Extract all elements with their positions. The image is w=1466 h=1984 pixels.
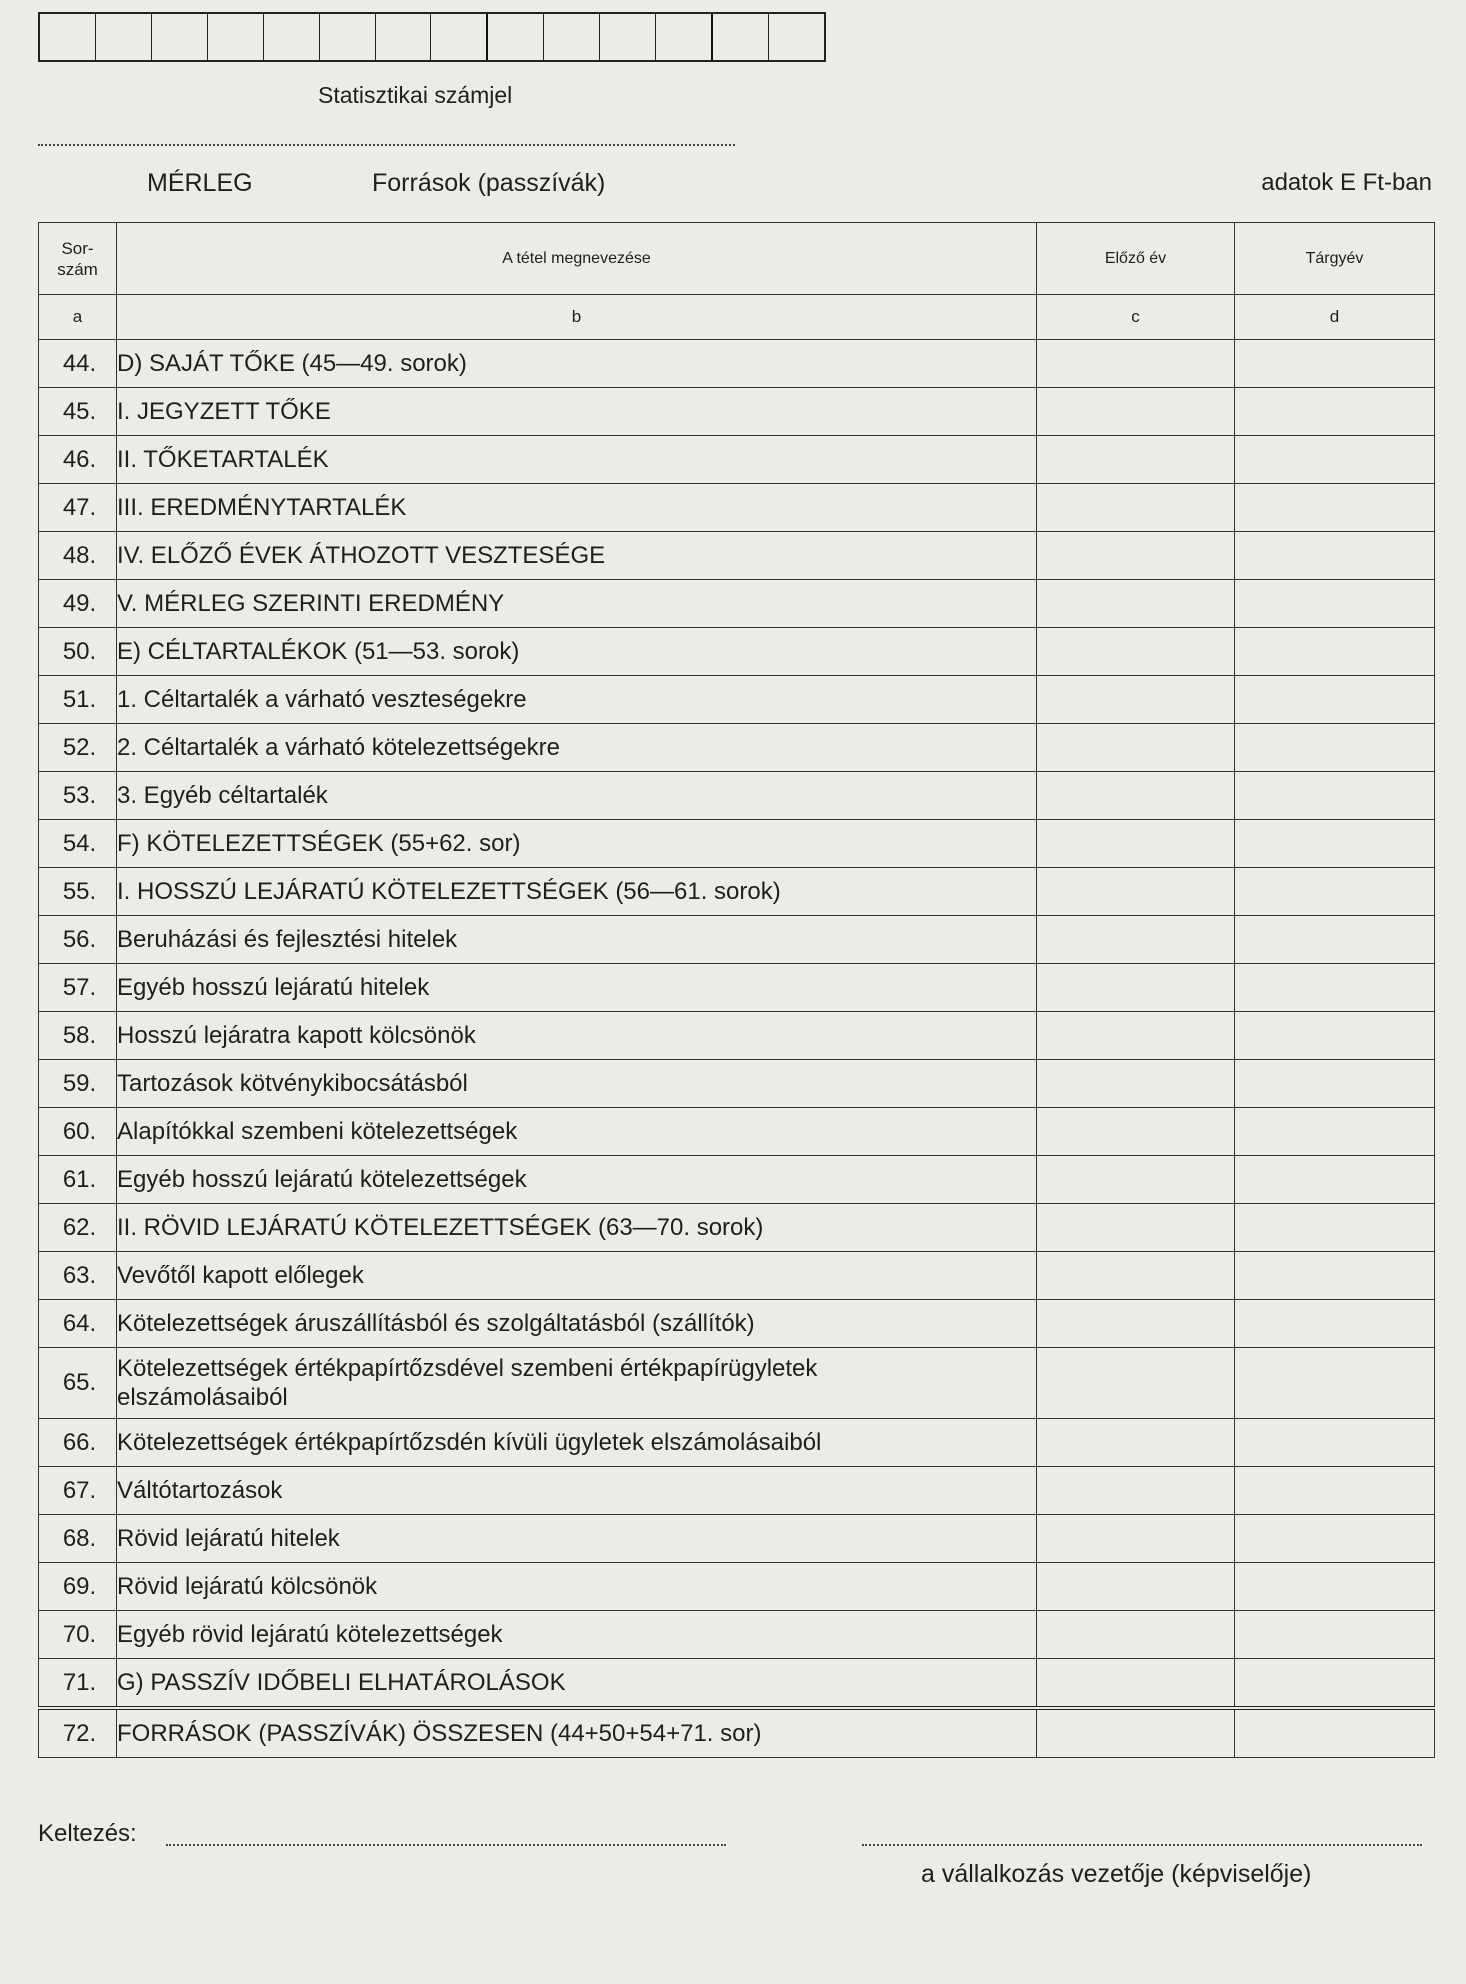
previous-year-cell[interactable] xyxy=(1037,1419,1235,1467)
row-item-name xyxy=(117,1252,1037,1300)
previous-year-cell[interactable] xyxy=(1037,1515,1235,1563)
stat-digit-box[interactable] xyxy=(152,14,208,60)
row-number: 59. xyxy=(39,1060,117,1108)
current-year-cell[interactable] xyxy=(1235,676,1435,724)
row-number: 44. xyxy=(39,340,117,388)
previous-year-cell[interactable] xyxy=(1037,820,1235,868)
previous-year-cell[interactable] xyxy=(1037,1467,1235,1515)
row-item-name xyxy=(117,388,1037,436)
row-item-name xyxy=(117,868,1037,916)
stat-digit-box[interactable] xyxy=(713,14,769,60)
row-item-name xyxy=(117,676,1037,724)
stat-digit-box[interactable] xyxy=(431,14,488,60)
row-number: 54. xyxy=(39,820,117,868)
date-line[interactable] xyxy=(166,1844,726,1846)
table-row xyxy=(39,1659,1435,1709)
table-row xyxy=(39,1108,1435,1156)
table-row xyxy=(39,340,1435,388)
stat-digit-box[interactable] xyxy=(264,14,320,60)
current-year-cell[interactable] xyxy=(1235,484,1435,532)
previous-year-cell[interactable] xyxy=(1037,772,1235,820)
current-year-cell[interactable] xyxy=(1235,964,1435,1012)
current-year-cell[interactable] xyxy=(1235,916,1435,964)
current-year-cell[interactable] xyxy=(1235,772,1435,820)
table-row xyxy=(39,772,1435,820)
stat-digit-box[interactable] xyxy=(769,14,824,60)
form-subtitle: Források (passzívák) xyxy=(372,169,606,197)
row-number: 50. xyxy=(39,628,117,676)
table-total-row xyxy=(39,1708,1435,1758)
table-row xyxy=(39,1252,1435,1300)
row-item-name xyxy=(117,340,1037,388)
column-letter-a: a xyxy=(39,295,117,340)
stat-digit-box[interactable] xyxy=(488,14,544,60)
row-item-name xyxy=(117,1300,1037,1348)
row-item-name-text: V. MÉRLEG SZERINTI EREDMÉNY xyxy=(117,590,505,617)
table-row xyxy=(39,1611,1435,1659)
row-item-name xyxy=(117,820,1037,868)
row-item-name-text: Kötelezettségek értékpapírtőzsdén kívüli ügyletek elszámolásaiból xyxy=(117,1429,822,1456)
stat-digit-box[interactable] xyxy=(320,14,376,60)
current-year-cell[interactable] xyxy=(1235,532,1435,580)
row-item-name xyxy=(117,580,1037,628)
previous-year-cell[interactable] xyxy=(1037,532,1235,580)
column-letter-b: b xyxy=(117,295,1037,340)
row-item-name xyxy=(117,532,1037,580)
row-item-name xyxy=(117,1419,1037,1467)
current-year-cell[interactable] xyxy=(1235,820,1435,868)
row-item-name-text: Egyéb hosszú lejáratú kötelezettségek xyxy=(117,1166,527,1193)
current-year-cell[interactable] xyxy=(1235,1300,1435,1348)
row-item-name xyxy=(117,1611,1037,1659)
row-number: 62. xyxy=(39,1204,117,1252)
previous-year-cell[interactable] xyxy=(1037,1563,1235,1611)
row-item-name xyxy=(117,1060,1037,1108)
current-year-cell[interactable] xyxy=(1235,1348,1435,1419)
row-number: 56. xyxy=(39,916,117,964)
row-item-name-text: Egyéb rövid lejáratú kötelezettségek xyxy=(117,1621,503,1648)
header-row-number-line1: Sor- xyxy=(61,238,94,258)
row-item-name-text: Tartozások kötvénykibocsátásból xyxy=(117,1070,468,1097)
header-row-number-line2: szám xyxy=(57,259,98,279)
current-year-cell[interactable] xyxy=(1235,1252,1435,1300)
row-number: 57. xyxy=(39,964,117,1012)
row-item-name-text: Rövid lejáratú hitelek xyxy=(117,1525,340,1552)
previous-year-cell[interactable] xyxy=(1037,628,1235,676)
row-item-name xyxy=(117,1467,1037,1515)
current-year-cell[interactable] xyxy=(1235,1708,1435,1758)
company-name-line[interactable] xyxy=(38,144,735,146)
stat-digit-box[interactable] xyxy=(600,14,656,60)
previous-year-cell[interactable] xyxy=(1037,484,1235,532)
header-item-name: A tétel megnevezése xyxy=(117,223,1037,295)
stat-digit-box[interactable] xyxy=(208,14,264,60)
row-item-name-text: Rövid lejáratú kölcsönök xyxy=(117,1573,378,1600)
previous-year-cell[interactable] xyxy=(1037,1252,1235,1300)
row-item-name xyxy=(117,1108,1037,1156)
current-year-cell[interactable] xyxy=(1235,868,1435,916)
row-item-name-text: Alapítókkal szembeni kötelezettségek xyxy=(117,1118,518,1145)
row-number: 60. xyxy=(39,1108,117,1156)
table-row xyxy=(39,1300,1435,1348)
current-year-cell[interactable] xyxy=(1235,1060,1435,1108)
signer-label: a vállalkozás vezetője (képviselője) xyxy=(921,1860,1312,1888)
column-letter-row xyxy=(39,295,1435,340)
row-item-name-text: Egyéb hosszú lejáratú hitelek xyxy=(117,974,430,1001)
table-row xyxy=(39,388,1435,436)
current-year-cell[interactable] xyxy=(1235,628,1435,676)
current-year-cell[interactable] xyxy=(1235,1108,1435,1156)
row-item-name xyxy=(117,436,1037,484)
row-item-name-text: G) PASSZÍV IDŐBELI ELHATÁROLÁSOK xyxy=(117,1669,566,1696)
current-year-cell[interactable] xyxy=(1235,388,1435,436)
row-number: 66. xyxy=(39,1419,117,1467)
row-number: 48. xyxy=(39,532,117,580)
table-row xyxy=(39,1348,1435,1419)
row-item-name-text: II. TŐKETARTALÉK xyxy=(117,446,329,473)
row-item-name xyxy=(117,1659,1037,1709)
row-number: 65. xyxy=(39,1348,117,1419)
table-body xyxy=(39,340,1435,1758)
table-row xyxy=(39,676,1435,724)
stat-digit-box[interactable] xyxy=(96,14,152,60)
row-item-name-text: IV. ELŐZŐ ÉVEK ÁTHOZOTT VESZTESÉGE xyxy=(117,542,606,569)
row-number: 45. xyxy=(39,388,117,436)
previous-year-cell[interactable] xyxy=(1037,580,1235,628)
table-row xyxy=(39,724,1435,772)
row-number: 69. xyxy=(39,1563,117,1611)
header-previous-year: Előző év xyxy=(1037,223,1235,295)
date-label: Keltezés: xyxy=(38,1820,137,1847)
row-item-name xyxy=(117,1515,1037,1563)
form-title: MÉRLEG xyxy=(147,169,253,197)
row-item-name-text: F) KÖTELEZETTSÉGEK (55+62. sor) xyxy=(117,830,521,857)
table-row xyxy=(39,1012,1435,1060)
table-row xyxy=(39,580,1435,628)
table-row xyxy=(39,436,1435,484)
row-number: 52. xyxy=(39,724,117,772)
previous-year-cell[interactable] xyxy=(1037,388,1235,436)
current-year-cell[interactable] xyxy=(1235,340,1435,388)
current-year-cell[interactable] xyxy=(1235,1156,1435,1204)
current-year-cell[interactable] xyxy=(1235,1515,1435,1563)
table-row xyxy=(39,532,1435,580)
row-item-name-text: E) CÉLTARTALÉKOK (51—53. sorok) xyxy=(117,638,520,665)
previous-year-cell[interactable] xyxy=(1037,1611,1235,1659)
stat-digit-box[interactable] xyxy=(376,14,432,60)
units-note: adatok E Ft-ban xyxy=(1261,169,1432,196)
row-number: 58. xyxy=(39,1012,117,1060)
row-number: 53. xyxy=(39,772,117,820)
row-item-name-text: 3. Egyéb céltartalék xyxy=(117,782,328,809)
row-number: 47. xyxy=(39,484,117,532)
table-row xyxy=(39,484,1435,532)
table-row xyxy=(39,1563,1435,1611)
current-year-cell[interactable] xyxy=(1235,436,1435,484)
current-year-cell[interactable] xyxy=(1235,1659,1435,1709)
row-number: 64. xyxy=(39,1300,117,1348)
previous-year-cell[interactable] xyxy=(1037,1659,1235,1709)
row-item-name-text: Kötelezettségek értékpapírtőzsdével szembeni értékpapírügyletek xyxy=(117,1355,818,1382)
row-number: 70. xyxy=(39,1611,117,1659)
row-number: 72. xyxy=(39,1708,117,1758)
row-item-name-text-cont: elszámolásaiból xyxy=(117,1384,288,1411)
stat-digit-box[interactable] xyxy=(40,14,96,60)
row-item-name-text: 1. Céltartalék a várható veszteségekre xyxy=(117,686,527,713)
previous-year-cell[interactable] xyxy=(1037,916,1235,964)
stat-digit-box[interactable] xyxy=(656,14,713,60)
row-number: 68. xyxy=(39,1515,117,1563)
statistical-number-label: Statisztikai számjel xyxy=(318,82,513,108)
current-year-cell[interactable] xyxy=(1235,1419,1435,1467)
stat-digit-box[interactable] xyxy=(544,14,600,60)
current-year-cell[interactable] xyxy=(1235,1563,1435,1611)
previous-year-cell[interactable] xyxy=(1037,1300,1235,1348)
previous-year-cell[interactable] xyxy=(1037,868,1235,916)
balance-table xyxy=(38,222,1435,1758)
current-year-cell[interactable] xyxy=(1235,1012,1435,1060)
row-item-name-text: FORRÁSOK (PASSZÍVÁK) ÖSSZESEN (44+50+54+71. sor) xyxy=(117,1720,762,1747)
row-item-name xyxy=(117,484,1037,532)
current-year-cell[interactable] xyxy=(1235,724,1435,772)
previous-year-cell[interactable] xyxy=(1037,436,1235,484)
table-row xyxy=(39,964,1435,1012)
current-year-cell[interactable] xyxy=(1235,1467,1435,1515)
table-row xyxy=(39,1204,1435,1252)
row-item-name-text: Váltótartozások xyxy=(117,1477,283,1504)
row-number: 71. xyxy=(39,1659,117,1709)
previous-year-cell[interactable] xyxy=(1037,724,1235,772)
row-item-name-text: Hosszú lejáratra kapott kölcsönök xyxy=(117,1022,476,1049)
row-item-name xyxy=(117,1204,1037,1252)
row-number: 61. xyxy=(39,1156,117,1204)
row-item-name-text: I. JEGYZETT TŐKE xyxy=(117,398,331,425)
header-row-number xyxy=(39,223,117,295)
column-letter-c: c xyxy=(1037,295,1235,340)
row-number: 49. xyxy=(39,580,117,628)
table-row xyxy=(39,1419,1435,1467)
table-row xyxy=(39,916,1435,964)
previous-year-cell[interactable] xyxy=(1037,1204,1235,1252)
table-row xyxy=(39,1515,1435,1563)
previous-year-cell[interactable] xyxy=(1037,1708,1235,1758)
row-item-name xyxy=(117,772,1037,820)
row-item-name xyxy=(117,916,1037,964)
table-row xyxy=(39,820,1435,868)
row-number: 63. xyxy=(39,1252,117,1300)
column-letter-d: d xyxy=(1235,295,1435,340)
previous-year-cell[interactable] xyxy=(1037,1108,1235,1156)
previous-year-cell[interactable] xyxy=(1037,676,1235,724)
row-item-name xyxy=(117,1708,1037,1758)
previous-year-cell[interactable] xyxy=(1037,1012,1235,1060)
row-item-name xyxy=(117,1012,1037,1060)
row-item-name xyxy=(117,628,1037,676)
row-item-name xyxy=(117,1563,1037,1611)
row-number: 46. xyxy=(39,436,117,484)
row-item-name-text: Kötelezettségek áruszállításból és szolgáltatásból (szállítók) xyxy=(117,1310,755,1337)
row-item-name-text: 2. Céltartalék a várható kötelezettségekre xyxy=(117,734,560,761)
signature-line[interactable] xyxy=(862,1844,1422,1846)
row-item-name-text: III. EREDMÉNYTARTALÉK xyxy=(117,494,407,521)
row-item-name-text: D) SAJÁT TŐKE (45—49. sorok) xyxy=(117,350,467,377)
table-row xyxy=(39,1156,1435,1204)
previous-year-cell[interactable] xyxy=(1037,964,1235,1012)
table-row xyxy=(39,628,1435,676)
header-current-year: Tárgyév xyxy=(1235,223,1435,295)
row-item-name-text: Beruházási és fejlesztési hitelek xyxy=(117,926,458,953)
row-item-name xyxy=(117,1156,1037,1204)
row-item-name xyxy=(117,964,1037,1012)
row-number: 67. xyxy=(39,1467,117,1515)
row-number: 51. xyxy=(39,676,117,724)
table-row xyxy=(39,868,1435,916)
row-item-name xyxy=(117,1348,1037,1419)
table-header-row xyxy=(39,223,1435,295)
row-item-name-text: Vevőtől kapott előlegek xyxy=(117,1262,364,1289)
statistical-number-boxes[interactable] xyxy=(38,12,826,62)
current-year-cell[interactable] xyxy=(1235,580,1435,628)
previous-year-cell[interactable] xyxy=(1037,340,1235,388)
row-number: 55. xyxy=(39,868,117,916)
current-year-cell[interactable] xyxy=(1235,1204,1435,1252)
previous-year-cell[interactable] xyxy=(1037,1060,1235,1108)
row-item-name xyxy=(117,724,1037,772)
previous-year-cell[interactable] xyxy=(1037,1348,1235,1419)
current-year-cell[interactable] xyxy=(1235,1611,1435,1659)
previous-year-cell[interactable] xyxy=(1037,1156,1235,1204)
table-row xyxy=(39,1467,1435,1515)
row-item-name-text: II. RÖVID LEJÁRATÚ KÖTELEZETTSÉGEK (63—70. sorok) xyxy=(117,1214,764,1241)
row-item-name-text: I. HOSSZÚ LEJÁRATÚ KÖTELEZETTSÉGEK (56—61. sorok) xyxy=(117,878,781,905)
table-row xyxy=(39,1060,1435,1108)
